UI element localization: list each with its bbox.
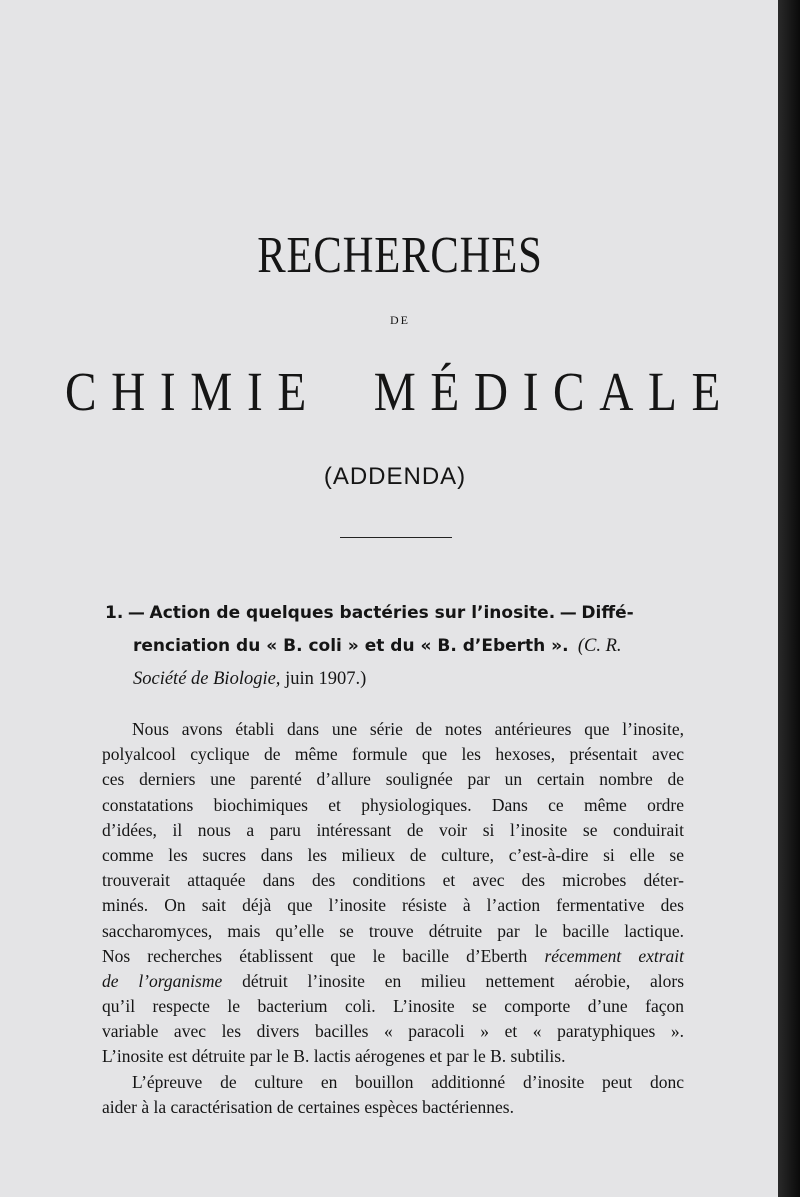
body-line: saccharomyces, mais qu’elle se trouve détruite par le bacille lactique. <box>102 920 684 941</box>
body-line: d’idées, il nous a paru intéressant de voir si l’inosite se conduirait <box>102 819 684 840</box>
section-title-part2b: renciation du « B. coli » et du « B. d’Eberth ». <box>133 636 569 656</box>
section-ref-b: Société de Biologie, juin 1907.) <box>133 669 367 689</box>
body-line: qu’il respecte le bacterium coli. L’inosite se comporte d’une façon <box>102 996 684 1017</box>
body-line: ces derniers une parenté d’allure soulignée par un certain nombre de <box>102 769 684 790</box>
divider-rule <box>340 537 452 538</box>
section-ref-a: (C. R. <box>577 636 622 656</box>
body-line: polyalcool cyclique de même formule que les hexoses, présentait avec <box>102 744 684 765</box>
page-edge-shadow <box>778 0 800 1197</box>
title-addenda: (ADDENDA) <box>323 463 467 490</box>
body-text <box>102 717 684 1120</box>
title-recherches: RECHERCHES <box>257 227 543 284</box>
body-line: L’épreuve de culture en bouillon additionné d’inosite peut donc <box>132 1071 684 1092</box>
body-line: trouverait attaquée dans des conditions et avec des microbes déter- <box>102 870 684 891</box>
section-title-part2a: Diffé- <box>581 603 634 623</box>
body-line: minés. On sait déjà que l’inosite résiste à l’action fermentative des <box>102 895 684 916</box>
body-line: variable avec les divers bacilles « paracoli » et « paratyphiques ». <box>102 1021 684 1042</box>
section-title-part1: Action de quelques bactéries sur l’inosite. <box>149 603 556 623</box>
body-line: comme les sucres dans les milieux de culture, c’est-à-dire si elle se <box>102 844 684 865</box>
body-line: Nous avons établi dans une série de notes antérieures que l’inosite, <box>132 719 684 739</box>
section-heading <box>105 597 700 696</box>
section-number: 1. <box>105 603 124 623</box>
title-de: DE <box>390 313 410 327</box>
title-chimie-medicale: CHIMIE MÉDICALE <box>64 361 736 422</box>
body-line: constatations biochimiques et physiologiques. Dans ce même ordre <box>102 794 684 815</box>
section-dash-2: — <box>559 603 577 623</box>
body-line: Nos recherches établissent que le bacille d’Eberth récemment extrait <box>102 945 684 966</box>
section-dash-1: — <box>127 603 145 623</box>
body-line: de l’organisme détruit l’inosite en milieu nettement aérobie, alors <box>102 970 685 991</box>
body-line: aider à la caractérisation de certaines espèces bactériennes. <box>102 1096 514 1117</box>
body-line: L’inosite est détruite par le B. lactis aérogenes et par le B. subtilis. <box>102 1046 566 1067</box>
